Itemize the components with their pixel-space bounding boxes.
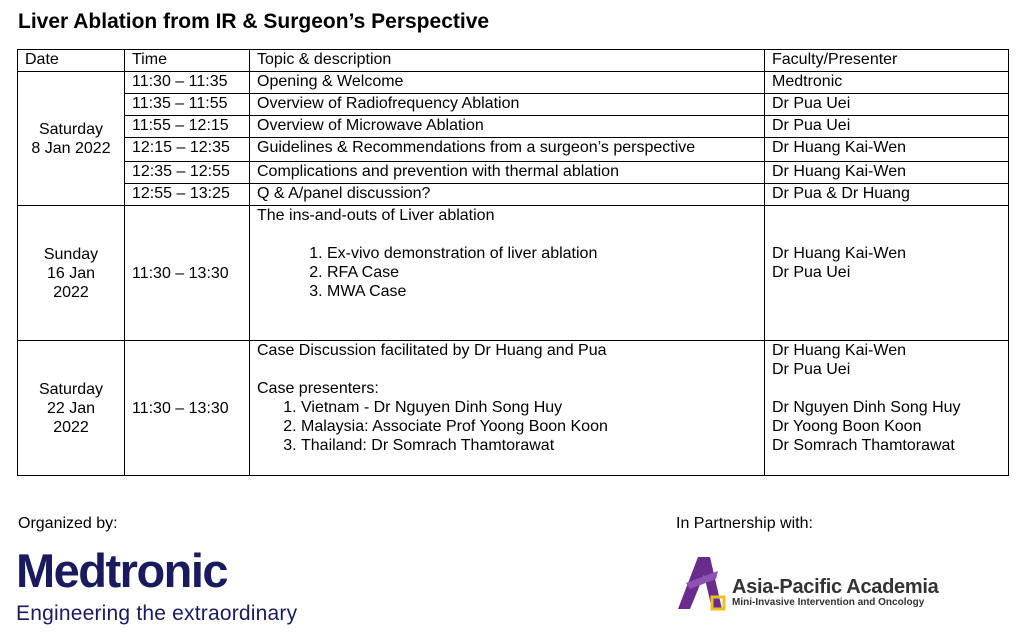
date-cell-day2 — [18, 206, 125, 341]
date-cell-day3 — [18, 341, 125, 476]
header-time: Time — [125, 50, 250, 72]
apa-emblem-icon — [676, 553, 734, 613]
faculty-cell: Medtronic — [765, 72, 1009, 94]
topic-list — [307, 244, 757, 301]
list-item: 3. Thailand: Dr Somrach Thamtorawat — [301, 436, 757, 455]
faculty-cell: Dr Pua & Dr Huang — [765, 184, 1009, 206]
apa-subtitle: Mini-Invasive Intervention and Oncology — [732, 597, 925, 608]
faculty-name: Dr Nguyen Dinh Song Huy — [772, 399, 961, 416]
page-title: Liver Ablation from IR & Surgeon’s Perspective — [18, 10, 490, 33]
date-line: 2022 — [53, 283, 89, 301]
faculty-cell: Dr Pua Uei — [765, 116, 1009, 138]
medtronic-wordmark: Medtronic — [16, 544, 228, 597]
date-line: 8 Jan 2022 — [31, 139, 111, 157]
faculty-cell: Dr Pua Uei — [765, 94, 1009, 116]
topic-cell: Q & A/panel discussion? — [250, 184, 765, 206]
table-row — [18, 184, 1009, 206]
faculty-cell: Dr Huang Kai-Wen — [765, 138, 1009, 162]
faculty-name: Dr Pua Uei — [772, 264, 851, 281]
faculty-name: Dr Huang Kai-Wen — [772, 245, 906, 262]
topic-title: The ins-and-outs of Liver ablation — [257, 207, 495, 224]
faculty-cell — [765, 341, 1009, 476]
schedule-table — [17, 49, 1009, 476]
faculty-cell: Dr Huang Kai-Wen — [765, 162, 1009, 184]
time-cell: 12:15 – 12:35 — [125, 138, 250, 162]
table-row — [18, 116, 1009, 138]
table-row — [18, 138, 1009, 162]
faculty-cell — [765, 206, 1009, 341]
topic-cell — [250, 206, 765, 341]
apa-name: Asia-Pacific Academia — [732, 576, 939, 598]
presenter-list — [281, 398, 757, 455]
table-row — [18, 341, 1009, 476]
header-topic: Topic & description — [250, 50, 765, 72]
topic-cell: Opening & Welcome — [250, 72, 765, 94]
presenters-label: Case presenters: — [257, 380, 379, 397]
faculty-name: Dr Yoong Boon Koon — [772, 418, 922, 435]
faculty-name: Dr Somrach Thamtorawat — [772, 437, 955, 454]
header-row — [18, 50, 1009, 72]
topic-cell: Guidelines & Recommendations from a surgeon’s perspective — [250, 138, 765, 162]
list-item: 1. Ex-vivo demonstration of liver ablation — [327, 244, 757, 263]
time-cell: 12:35 – 12:55 — [125, 162, 250, 184]
header-date: Date — [18, 50, 125, 72]
faculty-name: Dr Huang Kai-Wen — [772, 342, 906, 359]
topic-cell — [250, 341, 765, 476]
topic-cell: Complications and prevention with thermal ablation — [250, 162, 765, 184]
date-line: Saturday — [38, 380, 104, 398]
list-item: 3. MWA Case — [327, 282, 757, 301]
header-faculty: Faculty/Presenter — [765, 50, 1009, 72]
time-cell: 11:30 – 13:30 — [125, 206, 250, 341]
table-row — [18, 162, 1009, 184]
faculty-name: Dr Pua Uei — [772, 361, 851, 378]
organized-by-label: Organized by: — [18, 515, 118, 532]
topic-cell: Overview of Microwave Ablation — [250, 116, 765, 138]
topic-title: Case Discussion facilitated by Dr Huang and Pua — [257, 342, 607, 359]
date-line: 16 Jan — [46, 264, 96, 282]
medtronic-tagline: Engineering the extraordinary — [16, 602, 298, 625]
date-line: 2022 — [53, 418, 89, 436]
table-row — [18, 206, 1009, 341]
apa-logo — [676, 553, 946, 613]
date-line: Sunday — [43, 245, 99, 263]
time-cell: 12:55 – 13:25 — [125, 184, 250, 206]
list-item: 2. Malaysia: Associate Prof Yoong Boon Koon — [301, 417, 757, 436]
table-row — [18, 94, 1009, 116]
time-cell: 11:55 – 12:15 — [125, 116, 250, 138]
date-line: Saturday — [38, 120, 104, 138]
time-cell: 11:30 – 11:35 — [125, 72, 250, 94]
time-cell: 11:35 – 11:55 — [125, 94, 250, 116]
list-item: 1. Vietnam - Dr Nguyen Dinh Song Huy — [301, 398, 757, 417]
date-cell-day1 — [18, 72, 125, 206]
topic-cell: Overview of Radiofrequency Ablation — [250, 94, 765, 116]
medtronic-logo — [16, 545, 297, 627]
partnership-label: In Partnership with: — [676, 515, 813, 532]
time-cell: 11:30 – 13:30 — [125, 341, 250, 476]
table-row — [18, 72, 1009, 94]
date-line: 22 Jan — [46, 399, 96, 417]
list-item: 2. RFA Case — [327, 263, 757, 282]
